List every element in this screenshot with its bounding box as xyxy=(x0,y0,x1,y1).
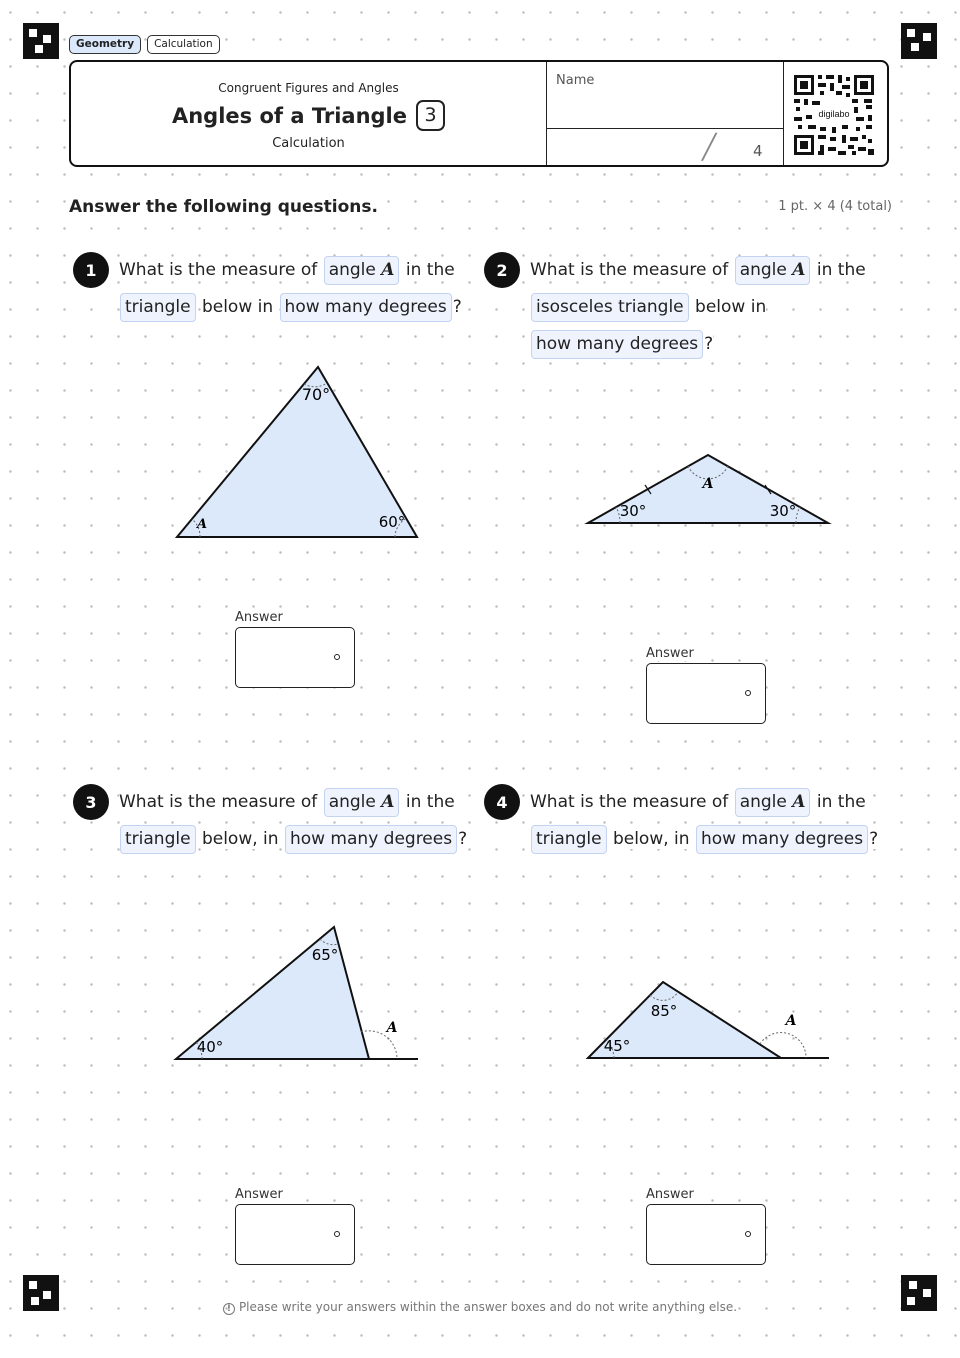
worksheet-title xyxy=(71,100,546,131)
svg-text:digilabo: digilabo xyxy=(818,109,850,119)
keyword-triangle: triangle xyxy=(120,825,196,854)
keyword-isosceles-triangle: isosceles triangle xyxy=(531,293,689,322)
triangle-figure-4 xyxy=(580,970,840,1070)
keyword-how-many-degrees: how many degrees xyxy=(696,825,868,854)
triangle-figure-3 xyxy=(170,920,430,1070)
tag-list xyxy=(69,35,220,54)
degree-symbol xyxy=(334,1231,340,1237)
footer-note xyxy=(0,1300,960,1315)
svg-text:70°: 70° xyxy=(301,385,331,404)
degree-symbol xyxy=(334,654,340,660)
svg-text:60°: 60° xyxy=(378,513,406,531)
svg-text:A: A xyxy=(196,517,208,532)
keyword-angle-a: angle A xyxy=(324,788,400,817)
question-number: 3 xyxy=(73,784,109,820)
keyword-how-many-degrees: how many degrees xyxy=(285,825,457,854)
svg-text:A: A xyxy=(702,476,714,492)
question-number: 1 xyxy=(73,252,109,288)
corner-marker-top-left xyxy=(23,23,59,59)
svg-text:30°: 30° xyxy=(619,502,647,520)
svg-text:45°: 45° xyxy=(603,1037,631,1055)
question-number: 4 xyxy=(484,784,520,820)
question-text: What is the measure of angle A in the triangle below, in how many degrees ? xyxy=(119,784,469,858)
tag-calculation: Calculation xyxy=(147,35,220,54)
answer-box-2[interactable] xyxy=(646,663,766,724)
keyword-how-many-degrees: how many degrees xyxy=(280,293,452,322)
info-icon: ! xyxy=(223,1303,235,1315)
footer-text: Please write your answers within the answer boxes and do not write anything else. xyxy=(238,1300,738,1314)
svg-text:85°: 85° xyxy=(650,1002,678,1020)
worksheet-subtitle: Congruent Figures and Angles xyxy=(218,81,399,95)
svg-text:30°: 30° xyxy=(769,502,797,520)
triangle-figure-2 xyxy=(580,445,840,535)
instructions: Answer the following questions. xyxy=(69,197,382,217)
corner-marker-top-right xyxy=(901,23,937,59)
question-text: What is the measure of angle A in the triangle below in how many degrees ? xyxy=(119,252,469,326)
score-total: 4 xyxy=(753,142,763,160)
title-block xyxy=(71,62,546,165)
question-number: 2 xyxy=(484,252,520,288)
qr-code xyxy=(792,73,876,157)
degree-symbol xyxy=(745,690,751,696)
score-slash: ╱ xyxy=(702,133,717,161)
keyword-angle-a: angle A xyxy=(735,788,811,817)
question-text: What is the measure of angle A in the triangle below, in how many degrees ? xyxy=(530,784,880,858)
answer-box-3[interactable] xyxy=(235,1204,355,1265)
answer-box-1[interactable] xyxy=(235,627,355,688)
name-score-block xyxy=(546,62,784,165)
worksheet-number: 3 xyxy=(416,100,445,131)
svg-text:40°: 40° xyxy=(196,1038,224,1056)
name-divider xyxy=(547,128,783,129)
answer-label: Answer xyxy=(235,1187,283,1202)
name-label: Name xyxy=(556,73,595,88)
triangle-figure-1 xyxy=(170,360,430,550)
degree-symbol xyxy=(745,1231,751,1237)
answer-label: Answer xyxy=(646,646,694,661)
answer-box-4[interactable] xyxy=(646,1204,766,1265)
answer-label: Answer xyxy=(646,1187,694,1202)
tag-geometry: Geometry xyxy=(69,35,141,54)
worksheet-header xyxy=(69,60,889,167)
keyword-triangle: triangle xyxy=(531,825,607,854)
question-text: What is the measure of angle A in the isosceles triangle below in how many degrees ? xyxy=(530,252,880,363)
worksheet-category: Calculation xyxy=(272,136,345,151)
keyword-triangle: triangle xyxy=(120,293,196,322)
keyword-angle-a: angle A xyxy=(324,256,400,285)
points-summary: 1 pt. × 4 (4 total) xyxy=(778,199,892,214)
keyword-angle-a: angle A xyxy=(735,256,811,285)
svg-text:A: A xyxy=(785,1013,797,1029)
svg-text:65°: 65° xyxy=(311,946,339,964)
keyword-how-many-degrees: how many degrees xyxy=(531,330,703,359)
title-text: Angles of a Triangle xyxy=(171,103,407,128)
answer-label: Answer xyxy=(235,610,283,625)
svg-text:A: A xyxy=(386,1020,398,1036)
